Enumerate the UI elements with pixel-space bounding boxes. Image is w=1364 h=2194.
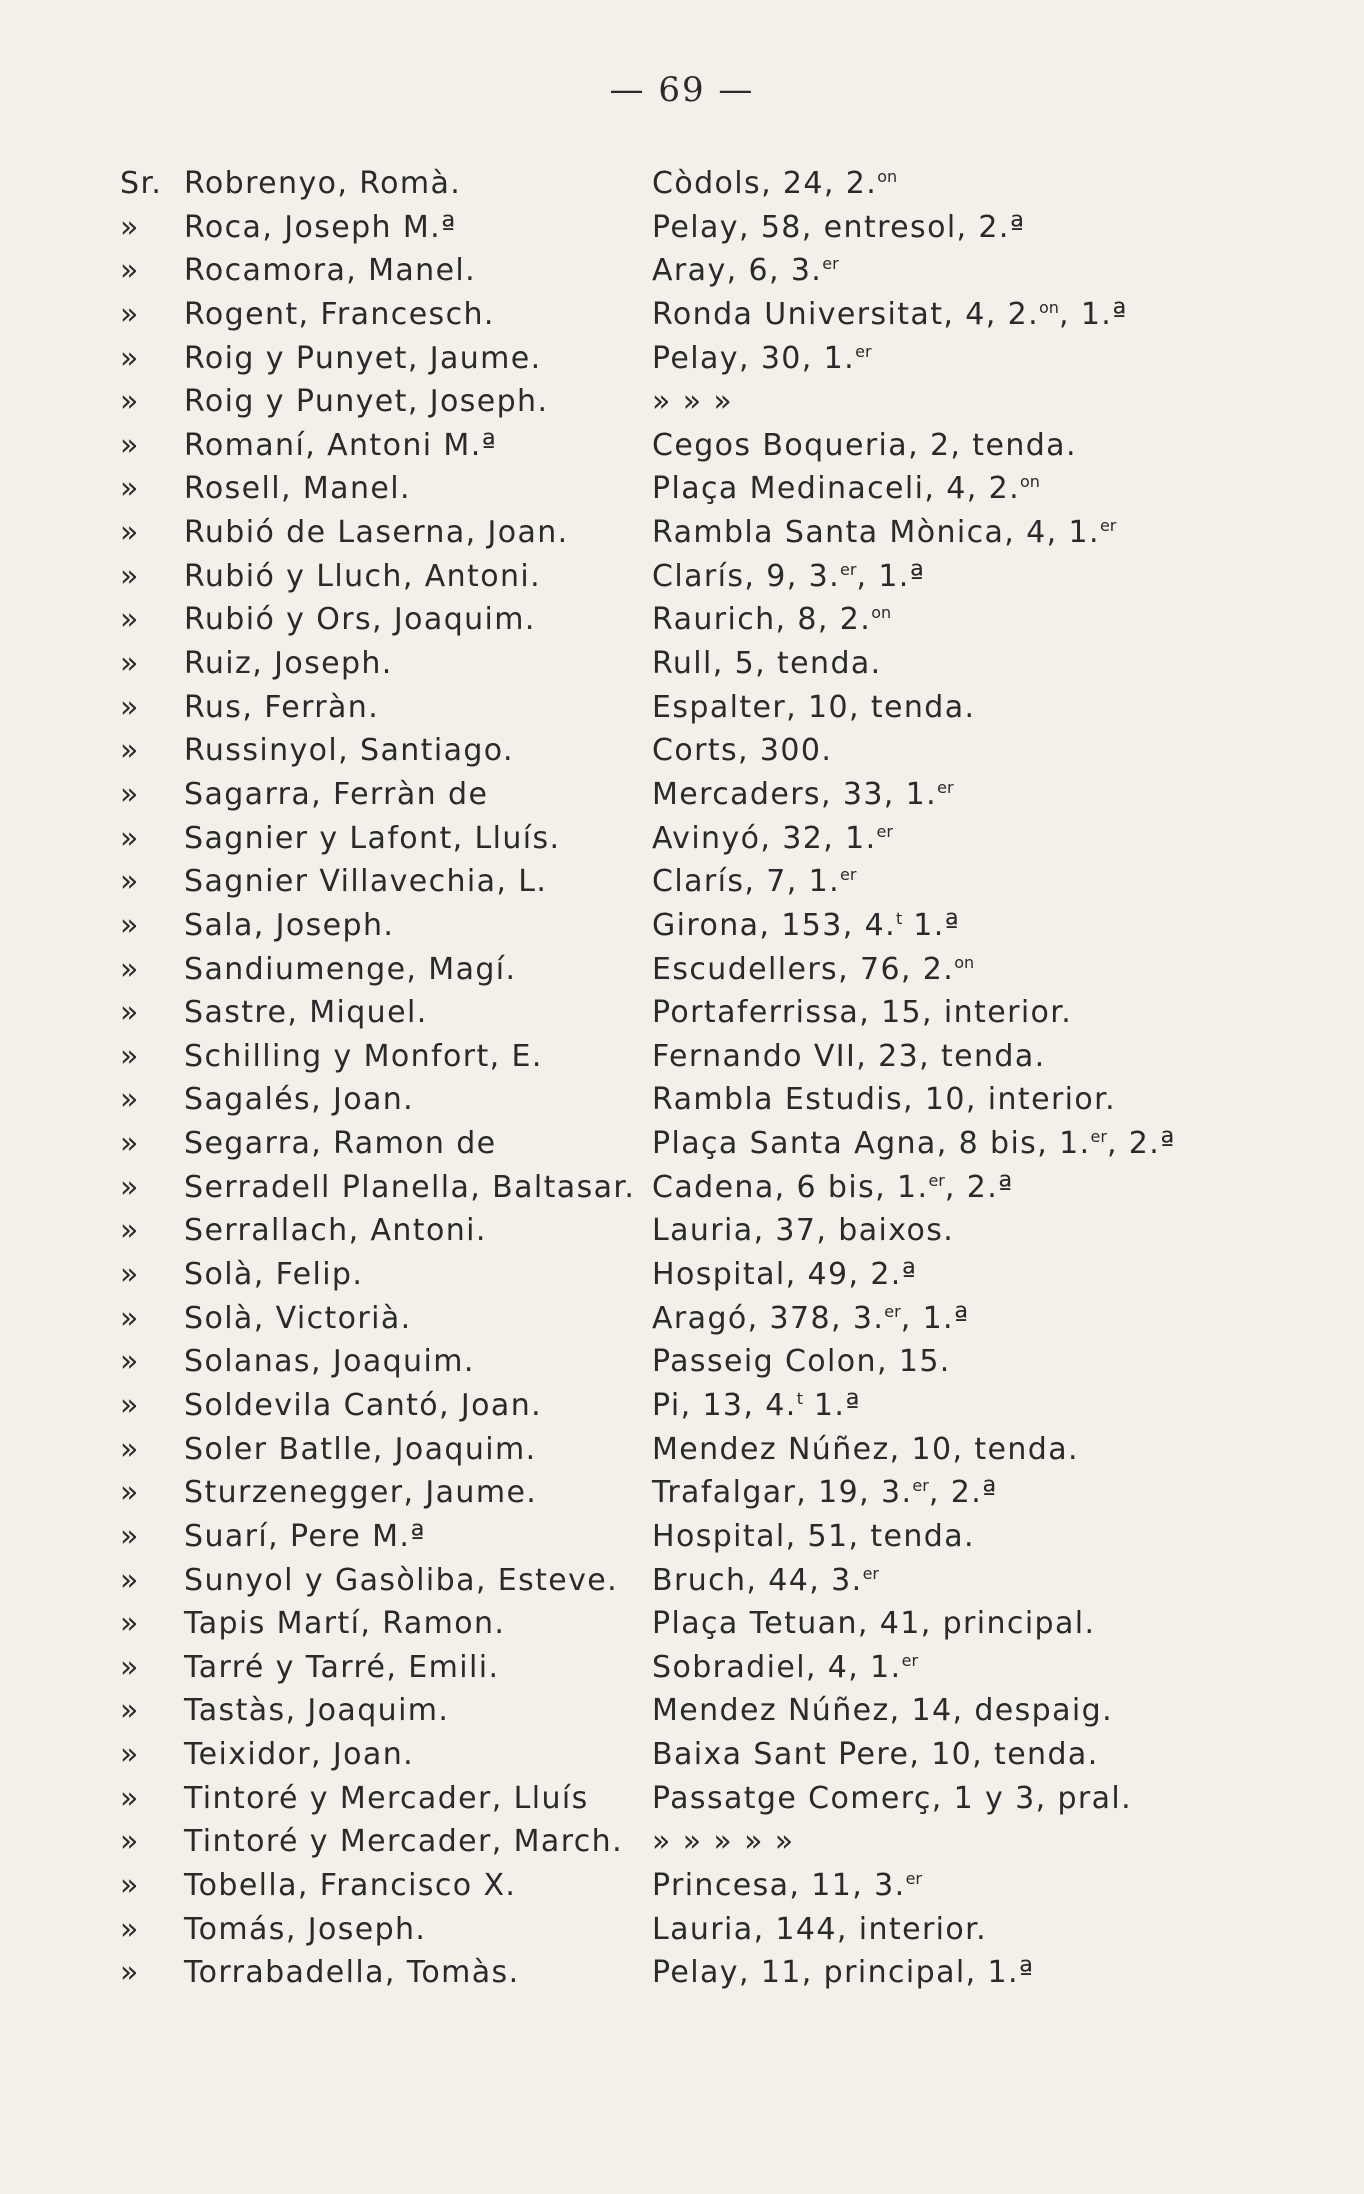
directory-entry — [0, 511, 1364, 555]
entry-address — [652, 1166, 1014, 1210]
entry-prefix: » — [120, 296, 140, 332]
entry-name: Serradell Planella, Baltasar. — [184, 1169, 636, 1205]
directory-entry — [0, 1733, 1364, 1777]
address-tail: , 1.ª — [900, 1300, 970, 1336]
directory-entry — [0, 1908, 1364, 1952]
entry-name: Rus, Ferràn. — [184, 689, 380, 725]
address-superscript: on — [1039, 297, 1059, 317]
entry-name: Teixidor, Joan. — [184, 1737, 415, 1773]
address-text: Pelay, 11, principal, 1.ª — [652, 1955, 1035, 1991]
entry-name: Tomás, Joseph. — [184, 1911, 427, 1947]
entry-prefix: » — [120, 1562, 140, 1598]
address-superscript: on — [871, 603, 892, 623]
directory-entry — [0, 1297, 1364, 1341]
entry-address — [652, 467, 1040, 511]
address-text: Mercaders, 33, 1. — [652, 776, 938, 812]
entry-prefix: » — [120, 384, 140, 420]
directory-entry — [0, 686, 1364, 730]
entry-name: Sandiumenge, Magí. — [184, 951, 517, 987]
entry-address — [652, 1951, 1034, 1995]
address-text: Sobradiel, 4, 1. — [652, 1649, 902, 1685]
entry-name: Tastàs, Joaquim. — [184, 1693, 450, 1729]
entry-prefix: » — [120, 1518, 140, 1554]
address-tail: , 2.ª — [944, 1169, 1014, 1205]
address-superscript: on — [954, 952, 975, 972]
entry-address — [652, 555, 925, 599]
entry-address — [652, 642, 882, 686]
directory-entry — [0, 206, 1364, 250]
entry-prefix: » — [120, 1737, 140, 1773]
directory-list — [0, 162, 1364, 1995]
entry-prefix: » — [120, 776, 140, 812]
address-superscript: er — [840, 865, 857, 885]
directory-entry — [0, 1689, 1364, 1733]
directory-entry — [0, 1340, 1364, 1384]
entry-address — [652, 337, 872, 381]
entry-address — [652, 380, 733, 424]
entry-prefix: » — [120, 1300, 140, 1336]
entry-address — [652, 206, 1025, 250]
address-tail: 1.ª — [902, 907, 961, 943]
entry-prefix: » — [120, 1344, 140, 1380]
address-text: Princesa, 11, 3. — [652, 1867, 906, 1903]
directory-entry — [0, 1253, 1364, 1297]
address-superscript: er — [912, 1476, 929, 1496]
directory-entry — [0, 729, 1364, 773]
entry-name: Tapis Martí, Ramon. — [184, 1606, 506, 1642]
entry-prefix: » — [120, 1867, 140, 1903]
address-superscript: er — [884, 1301, 901, 1321]
directory-entry — [0, 293, 1364, 337]
address-text: Passeig Colon, 15. — [652, 1344, 951, 1380]
directory-entry — [0, 817, 1364, 861]
address-superscript: t — [896, 908, 903, 928]
entry-name: Solà, Victorià. — [184, 1300, 412, 1336]
address-text: Mendez Núñez, 14, despaig. — [652, 1693, 1113, 1729]
address-text: Plaça Santa Agna, 8 bis, 1. — [652, 1126, 1091, 1162]
entry-address — [652, 1122, 1176, 1166]
directory-entry — [0, 380, 1364, 424]
entry-name: Soldevila Cantó, Joan. — [184, 1387, 543, 1423]
directory-entry — [0, 642, 1364, 686]
directory-entry — [0, 1384, 1364, 1428]
directory-entry — [0, 1864, 1364, 1908]
entry-prefix: » — [120, 602, 140, 638]
entry-address — [652, 948, 974, 992]
entry-name: Tintoré y Mercader, Lluís — [184, 1780, 589, 1816]
entry-name: Sagarra, Ferràn de — [184, 776, 489, 812]
entry-name: Rogent, Francesch. — [184, 296, 495, 332]
entry-prefix: » — [120, 1606, 140, 1642]
address-text: Rull, 5, tenda. — [652, 646, 882, 682]
entry-address — [652, 686, 975, 730]
address-text: Fernando VII, 23, tenda. — [652, 1038, 1046, 1074]
directory-entry — [0, 1471, 1364, 1515]
directory-entry — [0, 991, 1364, 1035]
entry-prefix: » — [120, 1955, 140, 1991]
entry-name: Russinyol, Santiago. — [184, 733, 514, 769]
entry-address — [652, 1471, 998, 1515]
address-text: Cegos Boqueria, 2, tenda. — [652, 427, 1077, 463]
entry-name: Sala, Joseph. — [184, 907, 395, 943]
address-text: Escudellers, 76, 2. — [652, 951, 955, 987]
entry-prefix: » — [120, 1082, 140, 1118]
directory-entry — [0, 1515, 1364, 1559]
directory-entry — [0, 424, 1364, 468]
entry-prefix: » — [120, 1126, 140, 1162]
address-text: Plaça Medinaceli, 4, 2. — [652, 471, 1021, 507]
entry-name: Torrabadella, Tomàs. — [184, 1955, 520, 1991]
entry-prefix: » — [120, 1257, 140, 1293]
entry-name: Segarra, Ramon de — [184, 1126, 497, 1162]
entry-name: Romaní, Antoni M.ª — [184, 427, 498, 463]
entry-prefix: » — [120, 515, 140, 551]
entry-prefix: » — [120, 1475, 140, 1511]
entry-name: Solà, Felip. — [184, 1257, 364, 1293]
entry-address — [652, 1602, 1095, 1646]
entry-address — [652, 860, 856, 904]
address-text: Raurich, 8, 2. — [652, 602, 872, 638]
entry-prefix: Sr. — [120, 166, 163, 201]
entry-address — [652, 991, 1072, 1035]
address-text: Bruch, 44, 3. — [652, 1562, 863, 1598]
entry-address — [652, 1908, 987, 1952]
entry-prefix: » — [120, 907, 140, 943]
entry-name: Sagalés, Joan. — [184, 1082, 415, 1118]
address-superscript: er — [901, 1650, 919, 1670]
entry-address — [652, 511, 1116, 555]
address-tail: 1.ª — [803, 1387, 861, 1423]
directory-entry — [0, 1646, 1364, 1690]
address-superscript: t — [796, 1388, 803, 1408]
entry-address — [652, 1340, 951, 1384]
entry-prefix: » — [120, 1213, 140, 1249]
address-text: Lauria, 144, interior. — [652, 1911, 988, 1947]
address-text: Corts, 300. — [652, 733, 833, 769]
entry-address — [652, 773, 954, 817]
address-text: Pi, 13, 4. — [652, 1387, 797, 1423]
entry-name: Tintoré y Mercader, March. — [184, 1824, 624, 1860]
address-tail: , 2.ª — [928, 1475, 998, 1511]
entry-name: Serrallach, Antoni. — [184, 1213, 487, 1249]
address-text: Espalter, 10, tenda. — [652, 689, 976, 725]
entry-name: Roca, Joseph M.ª — [184, 209, 457, 245]
entry-prefix: » — [120, 689, 140, 725]
address-text: Plaça Tetuan, 41, principal. — [652, 1606, 1096, 1642]
entry-name: Tarré y Tarré, Emili. — [184, 1649, 500, 1685]
directory-entry — [0, 1777, 1364, 1821]
entry-address — [652, 598, 891, 642]
directory-entry — [0, 1820, 1364, 1864]
directory-entry — [0, 773, 1364, 817]
entry-prefix: » — [120, 864, 140, 900]
directory-entry — [0, 598, 1364, 642]
entry-name: Solanas, Joaquim. — [184, 1344, 475, 1380]
entry-address — [652, 1428, 1079, 1472]
entry-address — [652, 904, 960, 948]
directory-entry — [0, 1035, 1364, 1079]
directory-entry — [0, 1428, 1364, 1472]
entry-name: Sastre, Miquel. — [184, 995, 428, 1031]
entry-prefix: » — [120, 820, 140, 856]
entry-address — [652, 424, 1077, 468]
entry-address — [652, 162, 897, 206]
entry-name: Roig y Punyet, Jaume. — [184, 340, 542, 376]
address-text: Clarís, 7, 1. — [652, 864, 841, 900]
address-superscript: er — [862, 1563, 879, 1583]
address-superscript: er — [876, 821, 893, 841]
address-text: Còdols, 24, 2. — [652, 166, 878, 201]
address-text: Aragó, 378, 3. — [652, 1300, 885, 1336]
address-text: Passatge Comerç, 1 y 3, pral. — [652, 1780, 1133, 1816]
entry-name: Soler Batlle, Joaquim. — [184, 1431, 537, 1467]
address-text: Cadena, 6 bis, 1. — [652, 1169, 929, 1205]
address-text: Rambla Estudis, 10, interior. — [652, 1082, 1117, 1118]
address-superscript: er — [1090, 1127, 1107, 1147]
directory-entry — [0, 1951, 1364, 1995]
address-superscript: on — [877, 167, 898, 186]
address-superscript: on — [1020, 472, 1040, 492]
entry-prefix: » — [120, 1649, 140, 1685]
entry-prefix: » — [120, 427, 140, 463]
directory-entry — [0, 1602, 1364, 1646]
entry-address — [652, 729, 832, 773]
entry-prefix: » — [120, 1431, 140, 1467]
entry-address — [652, 1646, 918, 1690]
address-text: Lauria, 37, baixos. — [652, 1213, 955, 1249]
entry-prefix: » — [120, 646, 140, 682]
page-number: — 69 — — [609, 70, 755, 110]
address-text: Portaferrissa, 15, interior. — [652, 995, 1073, 1031]
entry-name: Sunyol y Gasòliba, Esteve. — [184, 1562, 619, 1598]
entry-name: Rosell, Manel. — [184, 471, 411, 507]
address-superscript: er — [937, 777, 954, 797]
directory-entry — [0, 1122, 1364, 1166]
address-tail: , 2.ª — [1106, 1126, 1176, 1162]
address-superscript: er — [928, 1170, 945, 1190]
entry-address — [652, 293, 1128, 337]
address-text: Girona, 153, 4. — [652, 907, 897, 943]
entry-prefix: » — [120, 951, 140, 987]
address-superscript: er — [905, 1868, 922, 1888]
address-text: Pelay, 58, entresol, 2.ª — [652, 209, 1026, 245]
address-superscript: er — [822, 254, 839, 274]
entry-prefix: » — [120, 1693, 140, 1729]
entry-prefix: » — [120, 209, 140, 245]
entry-prefix: » — [120, 340, 140, 376]
entry-address — [652, 1733, 1099, 1777]
entry-address — [652, 1820, 795, 1864]
directory-entry — [0, 1166, 1364, 1210]
entry-prefix: » — [120, 1911, 140, 1947]
entry-name: Sagnier y Lafont, Lluís. — [184, 820, 561, 856]
entry-name: Rubió y Ors, Joaquim. — [184, 602, 536, 638]
address-text: Rambla Santa Mònica, 4, 1. — [652, 515, 1100, 551]
address-text: Aray, 6, 3. — [652, 253, 823, 289]
entry-address — [652, 1384, 861, 1428]
directory-entry — [0, 1209, 1364, 1253]
directory-entry — [0, 555, 1364, 599]
entry-prefix: » — [120, 1387, 140, 1423]
entry-prefix: » — [120, 733, 140, 769]
address-tail: , 1.ª — [1058, 296, 1128, 332]
entry-prefix: » — [120, 1038, 140, 1074]
address-superscript: er — [840, 559, 857, 579]
entry-prefix: » — [120, 1780, 140, 1816]
entry-name: Ruiz, Joseph. — [184, 646, 393, 682]
entry-address — [652, 1864, 922, 1908]
entry-prefix: » — [120, 558, 140, 594]
address-text: Hospital, 49, 2.ª — [652, 1257, 918, 1293]
entry-prefix: » — [120, 253, 140, 289]
entry-name: Roig y Punyet, Joseph. — [184, 384, 549, 420]
entry-address — [652, 1253, 917, 1297]
address-text: Trafalgar, 19, 3. — [652, 1475, 913, 1511]
entry-address — [652, 817, 893, 861]
entry-address — [652, 1297, 970, 1341]
address-text: Clarís, 9, 3. — [652, 558, 841, 594]
address-text: » » » — [652, 384, 734, 420]
entry-address — [652, 1078, 1116, 1122]
entry-name: Suarí, Pere M.ª — [184, 1518, 426, 1554]
entry-name: Rubió y Lluch, Antoni. — [184, 558, 542, 594]
entry-name: Tobella, Francisco X. — [184, 1867, 517, 1903]
entry-prefix: » — [120, 1824, 140, 1860]
entry-name: Sturzenegger, Jaume. — [184, 1475, 538, 1511]
address-text: Pelay, 30, 1. — [652, 340, 856, 376]
entry-name: Sagnier Villavechia, L. — [184, 864, 548, 900]
address-text: Avinyó, 32, 1. — [652, 820, 877, 856]
directory-entry — [0, 467, 1364, 511]
address-text: Ronda Universitat, 4, 2. — [652, 296, 1040, 332]
address-text: Hospital, 51, tenda. — [652, 1518, 975, 1554]
entry-address — [652, 1559, 879, 1603]
directory-entry — [0, 1559, 1364, 1603]
entry-address — [652, 1777, 1132, 1821]
entry-address — [652, 1035, 1046, 1079]
directory-entry — [0, 948, 1364, 992]
entry-name: Rocamora, Manel. — [184, 253, 477, 289]
address-superscript: er — [1099, 516, 1117, 536]
entry-prefix: » — [120, 995, 140, 1031]
directory-entry — [0, 904, 1364, 948]
entry-name: Rubió de Laserna, Joan. — [184, 515, 569, 551]
entry-address — [652, 1515, 975, 1559]
directory-entry — [0, 249, 1364, 293]
entry-prefix: » — [120, 1169, 140, 1205]
address-tail: , 1.ª — [856, 558, 926, 594]
directory-entry — [0, 337, 1364, 381]
entry-address — [652, 1689, 1113, 1733]
address-text: Baixa Sant Pere, 10, tenda. — [652, 1737, 1099, 1773]
directory-entry — [0, 1078, 1364, 1122]
entry-name: Schilling y Monfort, E. — [184, 1038, 543, 1074]
address-superscript: er — [855, 341, 872, 361]
entry-address — [652, 1209, 954, 1253]
entry-address — [652, 249, 839, 293]
directory-entry — [0, 162, 1364, 206]
address-text: » » » » » — [652, 1824, 795, 1860]
directory-entry — [0, 860, 1364, 904]
address-text: Mendez Núñez, 10, tenda. — [652, 1431, 1079, 1467]
entry-name: Robrenyo, Romà. — [184, 166, 462, 201]
entry-prefix: » — [120, 471, 140, 507]
